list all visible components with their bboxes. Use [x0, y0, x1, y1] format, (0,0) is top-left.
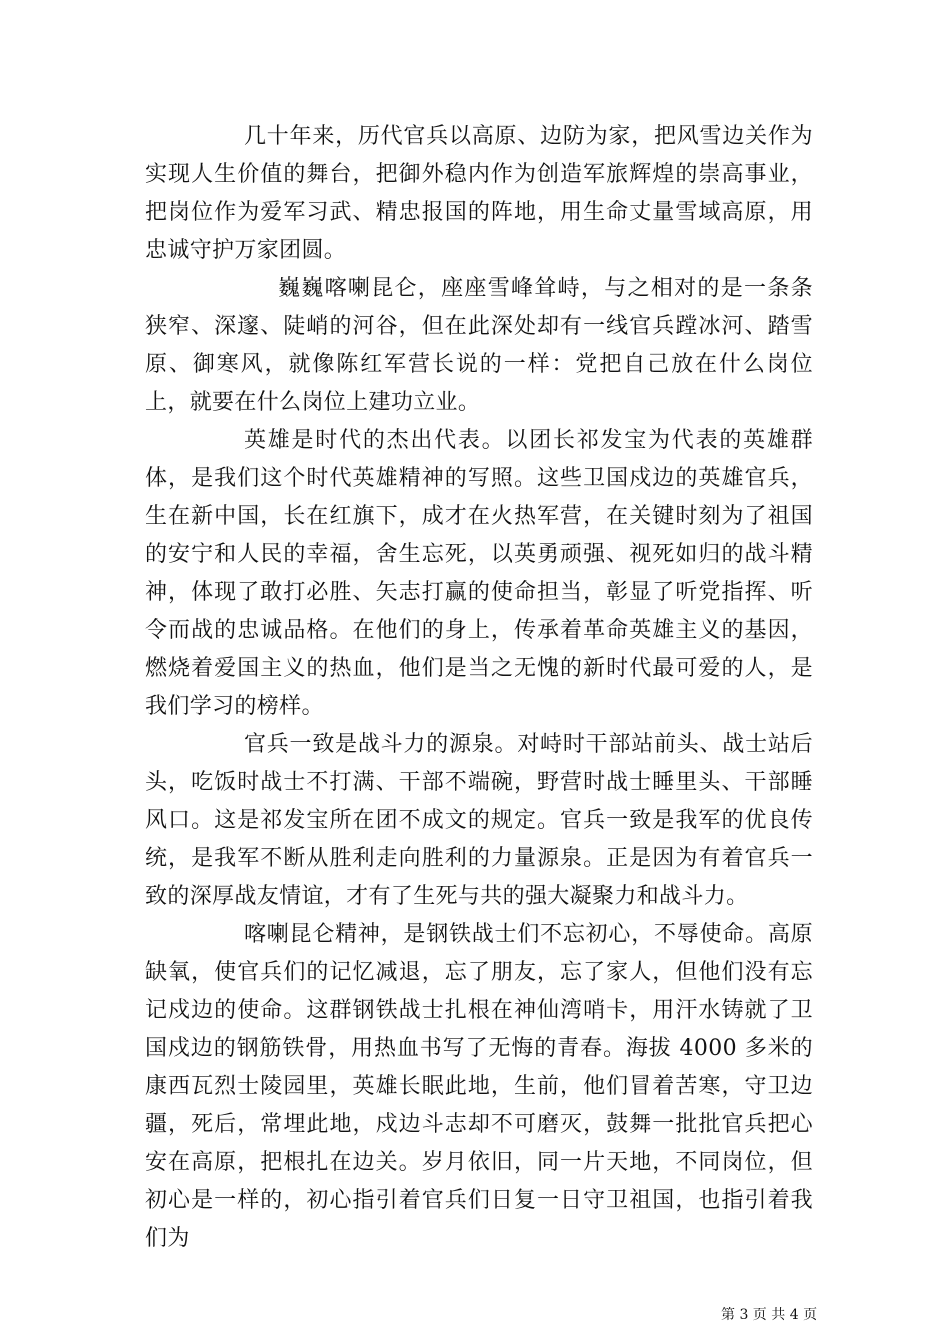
- paragraph-4: 官兵一致是战斗力的源泉。对峙时干部站前头、战士站后头，吃饭时战士不打满、干部不端碗，野营时战士睡里头、干部睡风口。这是祁发宝所在团不成文的规定。官兵一致是我军的优良传统，是我军不断从胜利走向胜利的力量源泉。正是因为有着官兵一致的深厚战友情谊，才有了生死与共的强大凝聚力和战斗力。: [145, 732, 813, 909]
- page-number: 第 3 页 共 4 页: [721, 1307, 818, 1323]
- paragraph-5: 喀喇昆仑精神，是钢铁战士们不忘初心，不辱使命。高原缺氧，使官兵们的记忆减退，忘了朋友，忘了家人，但他们没有忘记戍边的使命。这群钢铁战士扎根在神仙湾哨卡，用汗水铸就了卫国戍边的钢筋铁骨，用热血书写了无悔的青春。海拔 4000 多米的康西瓦烈士陵园里，英雄长眠此地，生前，他们冒着苦寒，守卫边疆，死后，常埋此地，戍边斗志却不可磨灭，鼓舞一批批官兵把心安在高原，把根扎在边关。岁月依旧，同一片天地，不同岗位，但初心是一样的，初心指引着官兵们日复一日守卫祖国，也指引着我们为: [145, 922, 813, 1251]
- paragraph-3: 英雄是时代的杰出代表。以团长祁发宝为代表的英雄群体，是我们这个时代英雄精神的写照。这些卫国戍边的英雄官兵，生在新中国，长在红旗下，成才在火热军营，在关键时刻为了祖国的安宁和人民的幸福，舍生忘死，以英勇顽强、视死如归的战斗精神，体现了敢打必胜、矢志打赢的使命担当，彰显了听党指挥、听令而战的忠诚品格。在他们的身上，传承着革命英雄主义的基因，燃烧着爱国主义的热血，他们是当之无愧的新时代最可爱的人，是我们学习的榜样。: [145, 428, 813, 719]
- paragraph-2: 巍巍喀喇昆仑，座座雪峰耸峙，与之相对的是一条条狭窄、深邃、陡峭的河谷，但在此深处却有一线官兵蹚冰河、踏雪原、御寒风，就像陈红军营长说的一样：党把自己放在什么岗位上，就要在什么岗位上建功立业。: [145, 276, 813, 415]
- document-page: [145, 118, 813, 1258]
- paragraph-1: 几十年来，历代官兵以高原、边防为家，把风雪边关作为实现人生价值的舞台，把御外稳内作为创造军旅辉煌的崇高事业，把岗位作为爱军习武、精忠报国的阵地，用生命丈量雪域高原，用忠诚守护万家团圆。: [145, 124, 813, 263]
